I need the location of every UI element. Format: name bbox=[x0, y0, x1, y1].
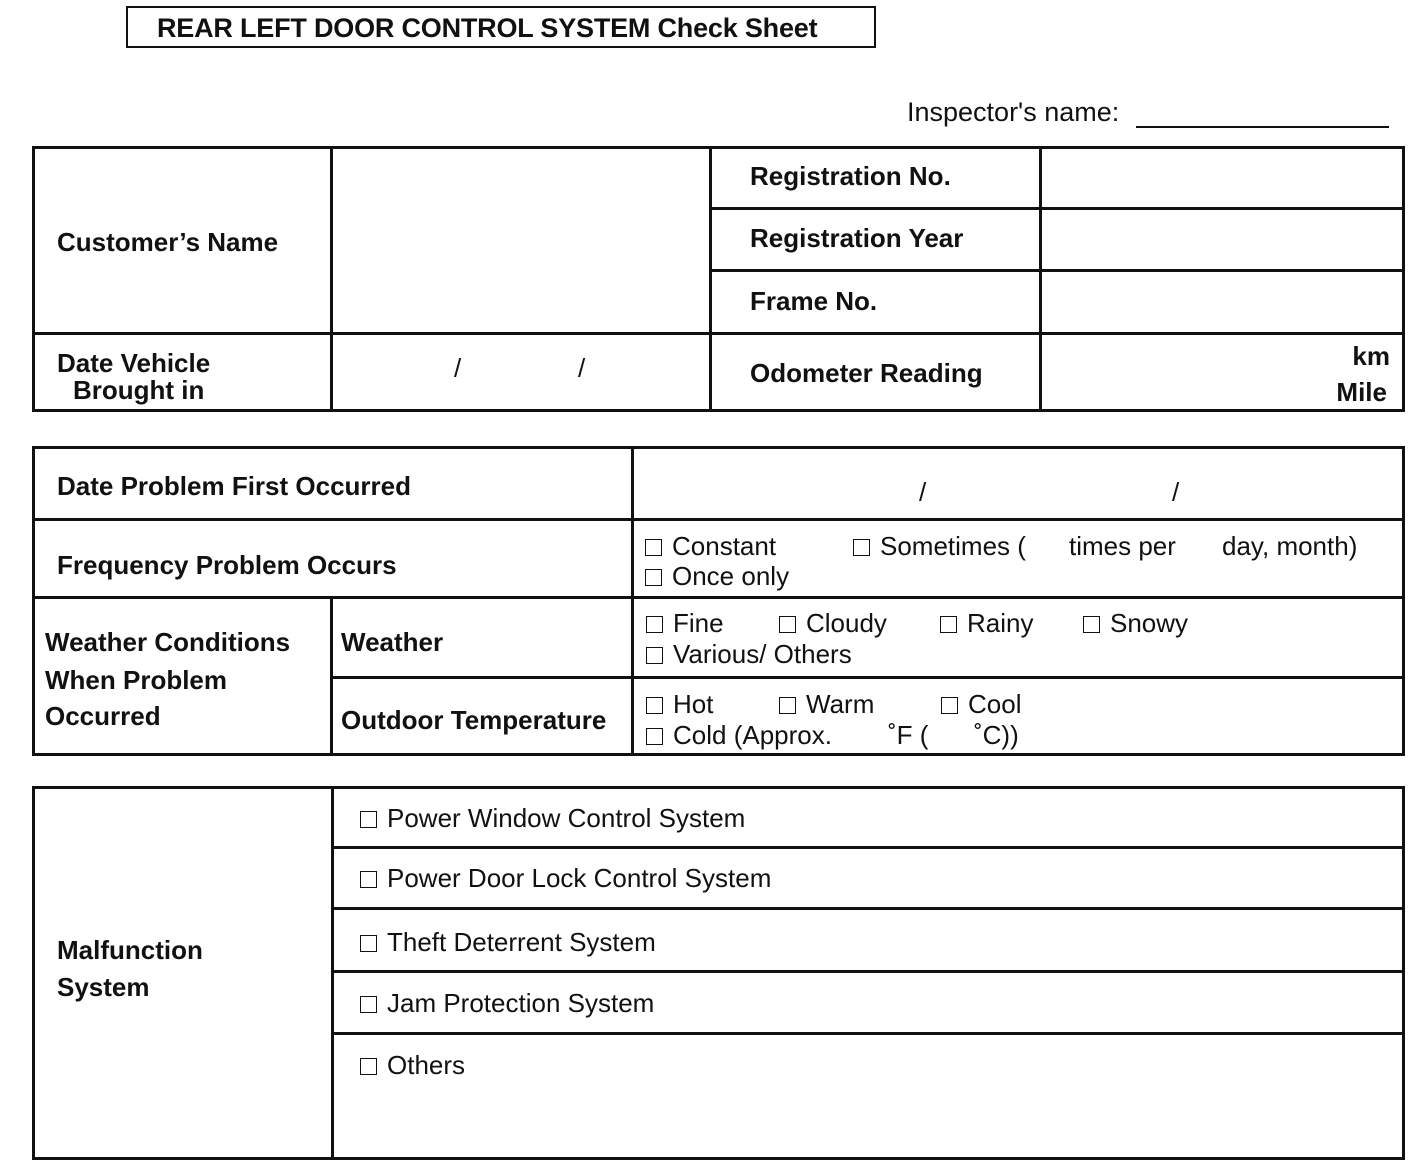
freq-once-option[interactable]: Once only bbox=[645, 563, 789, 589]
frame-no-field[interactable] bbox=[1042, 272, 1402, 332]
inspector-name-label: Inspector's name: bbox=[907, 97, 1120, 127]
unit-mile: Mile bbox=[1336, 377, 1387, 407]
freq-sometimes-option[interactable]: Sometimes ( bbox=[853, 533, 1026, 559]
weather-various-option[interactable]: Various/ Others bbox=[646, 641, 852, 667]
date-separator: / bbox=[1172, 477, 1180, 507]
date-first-occurred-label: Date Problem First Occurred bbox=[57, 471, 411, 501]
checkbox[interactable] bbox=[646, 616, 663, 633]
date-separator: / bbox=[578, 353, 586, 383]
weather-fine-option[interactable]: Fine bbox=[646, 610, 724, 636]
checkbox[interactable] bbox=[853, 539, 870, 556]
temp-cool-option[interactable]: Cool bbox=[941, 691, 1021, 717]
date-separator: / bbox=[919, 477, 927, 507]
checkbox[interactable] bbox=[645, 569, 662, 586]
temp-celsius-text: ˚C)) bbox=[974, 720, 1019, 750]
freq-times-per-text: times per bbox=[1069, 531, 1176, 561]
malfunction-label-line2: System bbox=[57, 972, 150, 1002]
temp-fahrenheit-text: ˚F ( bbox=[888, 720, 929, 750]
inspector-name-field[interactable] bbox=[1136, 126, 1389, 128]
weather-cloudy-option[interactable]: Cloudy bbox=[779, 610, 887, 636]
checkbox[interactable] bbox=[360, 935, 377, 952]
temp-hot-option[interactable]: Hot bbox=[646, 691, 713, 717]
checkbox[interactable] bbox=[779, 697, 796, 714]
unit-km: km bbox=[1352, 341, 1390, 371]
malfunction-item[interactable]: Theft Deterrent System bbox=[360, 929, 656, 955]
date-brought-in-label-line2: Brought in bbox=[73, 375, 205, 405]
checkbox[interactable] bbox=[360, 1058, 377, 1075]
checkbox[interactable] bbox=[779, 616, 796, 633]
odometer-field[interactable] bbox=[1042, 335, 1402, 409]
date-brought-in-label-line1: Date Vehicle bbox=[57, 348, 211, 378]
malfunction-item[interactable]: Others bbox=[360, 1052, 465, 1078]
odometer-label: Odometer Reading bbox=[750, 358, 983, 388]
malfunction-item[interactable]: Power Door Lock Control System bbox=[360, 865, 771, 891]
checkbox[interactable] bbox=[360, 996, 377, 1013]
weather-snowy-option[interactable]: Snowy bbox=[1083, 610, 1188, 636]
frequency-label: Frequency Problem Occurs bbox=[57, 550, 397, 580]
customer-name-label: Customer’s Name bbox=[57, 227, 279, 257]
weather-conditions-label-line1: Weather Conditions bbox=[45, 627, 291, 657]
malfunction-label-line1: Malfunction bbox=[57, 935, 203, 965]
checkbox[interactable] bbox=[360, 811, 377, 828]
checkbox[interactable] bbox=[646, 728, 663, 745]
malfunction-item[interactable]: Jam Protection System bbox=[360, 990, 654, 1016]
checkbox[interactable] bbox=[360, 871, 377, 888]
outdoor-temperature-label: Outdoor Temperature bbox=[341, 705, 607, 735]
freq-constant-option[interactable]: Constant bbox=[645, 533, 776, 559]
registration-year-label: Registration Year bbox=[750, 223, 964, 253]
temp-warm-option[interactable]: Warm bbox=[779, 691, 874, 717]
checkbox[interactable] bbox=[941, 697, 958, 714]
checkbox[interactable] bbox=[646, 697, 663, 714]
weather-conditions-label-line2: When Problem bbox=[45, 665, 228, 695]
registration-year-field[interactable] bbox=[1042, 210, 1402, 269]
checkbox[interactable] bbox=[1083, 616, 1100, 633]
sheet-title: REAR LEFT DOOR CONTROL SYSTEM Check Sheet bbox=[126, 6, 876, 48]
date-brought-in-field[interactable] bbox=[333, 335, 709, 409]
freq-day-month-text: day, month) bbox=[1222, 531, 1358, 561]
date-separator: / bbox=[454, 353, 462, 383]
registration-no-field[interactable] bbox=[1042, 149, 1402, 207]
weather-label: Weather bbox=[341, 627, 444, 657]
frame-no-label: Frame No. bbox=[750, 286, 878, 316]
weather-rainy-option[interactable]: Rainy bbox=[940, 610, 1033, 636]
malfunction-item[interactable]: Power Window Control System bbox=[360, 805, 745, 831]
date-first-occurred-field[interactable] bbox=[634, 449, 1402, 518]
temp-cold-option[interactable]: Cold (Approx. bbox=[646, 722, 832, 748]
registration-no-label: Registration No. bbox=[750, 161, 951, 191]
checkbox[interactable] bbox=[646, 647, 663, 664]
checkbox[interactable] bbox=[645, 539, 662, 556]
weather-conditions-label-line3: Occurred bbox=[45, 701, 161, 731]
customer-name-field[interactable] bbox=[333, 149, 709, 332]
checkbox[interactable] bbox=[940, 616, 957, 633]
